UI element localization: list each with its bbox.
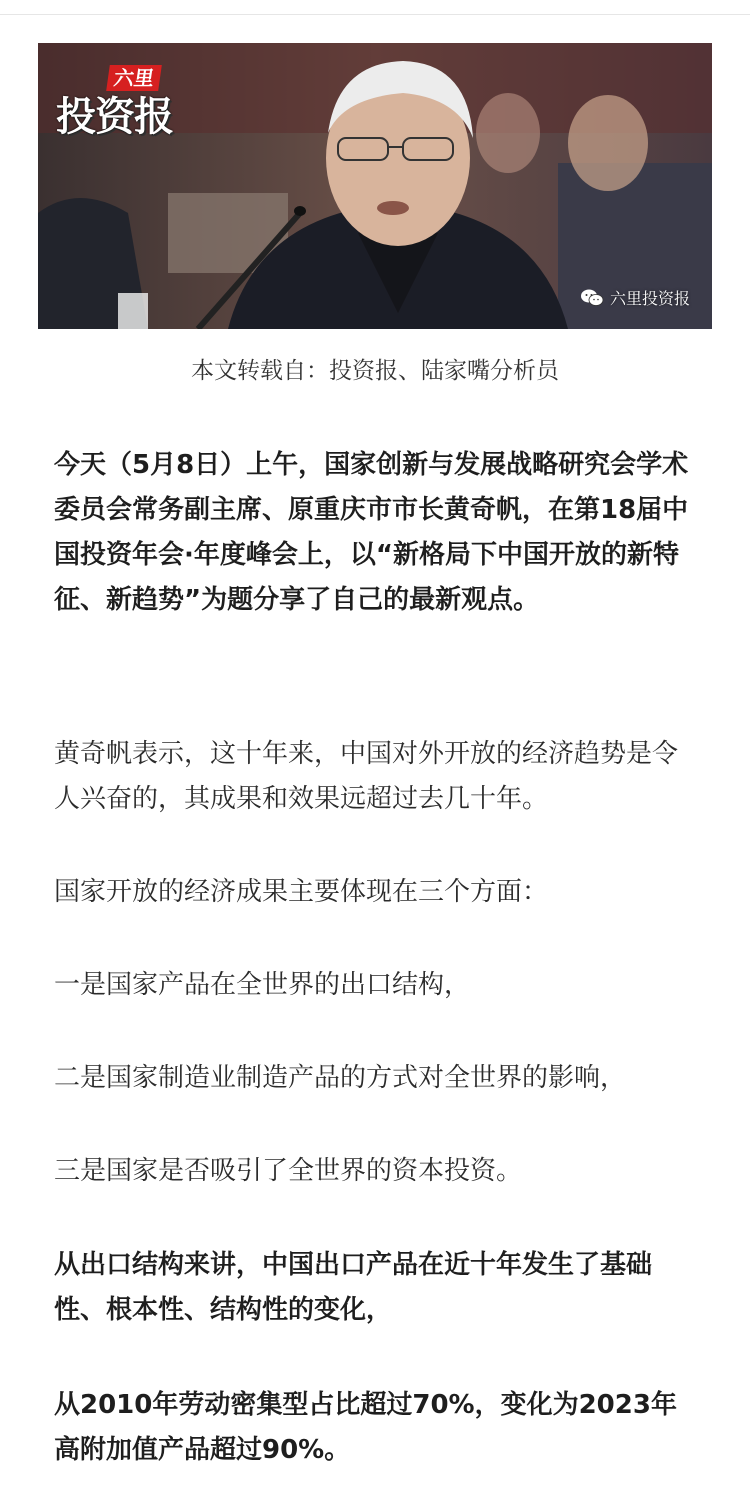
brand-logo <box>56 65 216 165</box>
article-paragraph-4: 一是国家产品在全世界的出口结构， <box>54 970 471 1000</box>
top-divider <box>0 14 750 15</box>
image-watermark <box>580 286 690 309</box>
article-paragraph-1: 今天（5月8日）上午，国家创新与发展战略研究会学术委员会常务副主席、原重庆市市长黄奇帆，在第18届中国投资年会·年度峰会上，以“新格局下中国开放的新特征、新趋势”为题分享了自己的最新观点。 <box>54 450 689 615</box>
article-paragraph-6: 三是国家是否吸引了全世界的资本投资。 <box>54 1156 523 1186</box>
article-paragraph-5: 二是国家制造业制造产品的方式对全世界的影响， <box>54 1063 627 1093</box>
brand-logo-small-text: 六里 <box>106 65 162 91</box>
article-paragraph-7: 从出口结构来讲，中国出口产品在近十年发生了基础性、根本性、结构性的变化， <box>54 1250 653 1325</box>
article-hero-image <box>38 43 712 329</box>
article-paragraph-3: 国家开放的经济成果主要体现在三个方面： <box>54 877 549 907</box>
article-paragraph-8: 从2010年劳动密集型占比超过70%，变化为2023年高附加值产品超过90%。 <box>54 1390 677 1465</box>
image-caption: 本文转载自：投资报、陆家嘴分析员 <box>191 358 559 384</box>
brand-logo-main-text: 投资报 <box>56 94 173 140</box>
watermark-text: 六里投资报 <box>609 289 690 308</box>
wechat-icon <box>580 288 604 308</box>
article-paragraph-2: 黄奇帆表示，这十年来，中国对外开放的经济趋势是令人兴奋的，其成果和效果远超过去几十年。 <box>54 739 679 814</box>
